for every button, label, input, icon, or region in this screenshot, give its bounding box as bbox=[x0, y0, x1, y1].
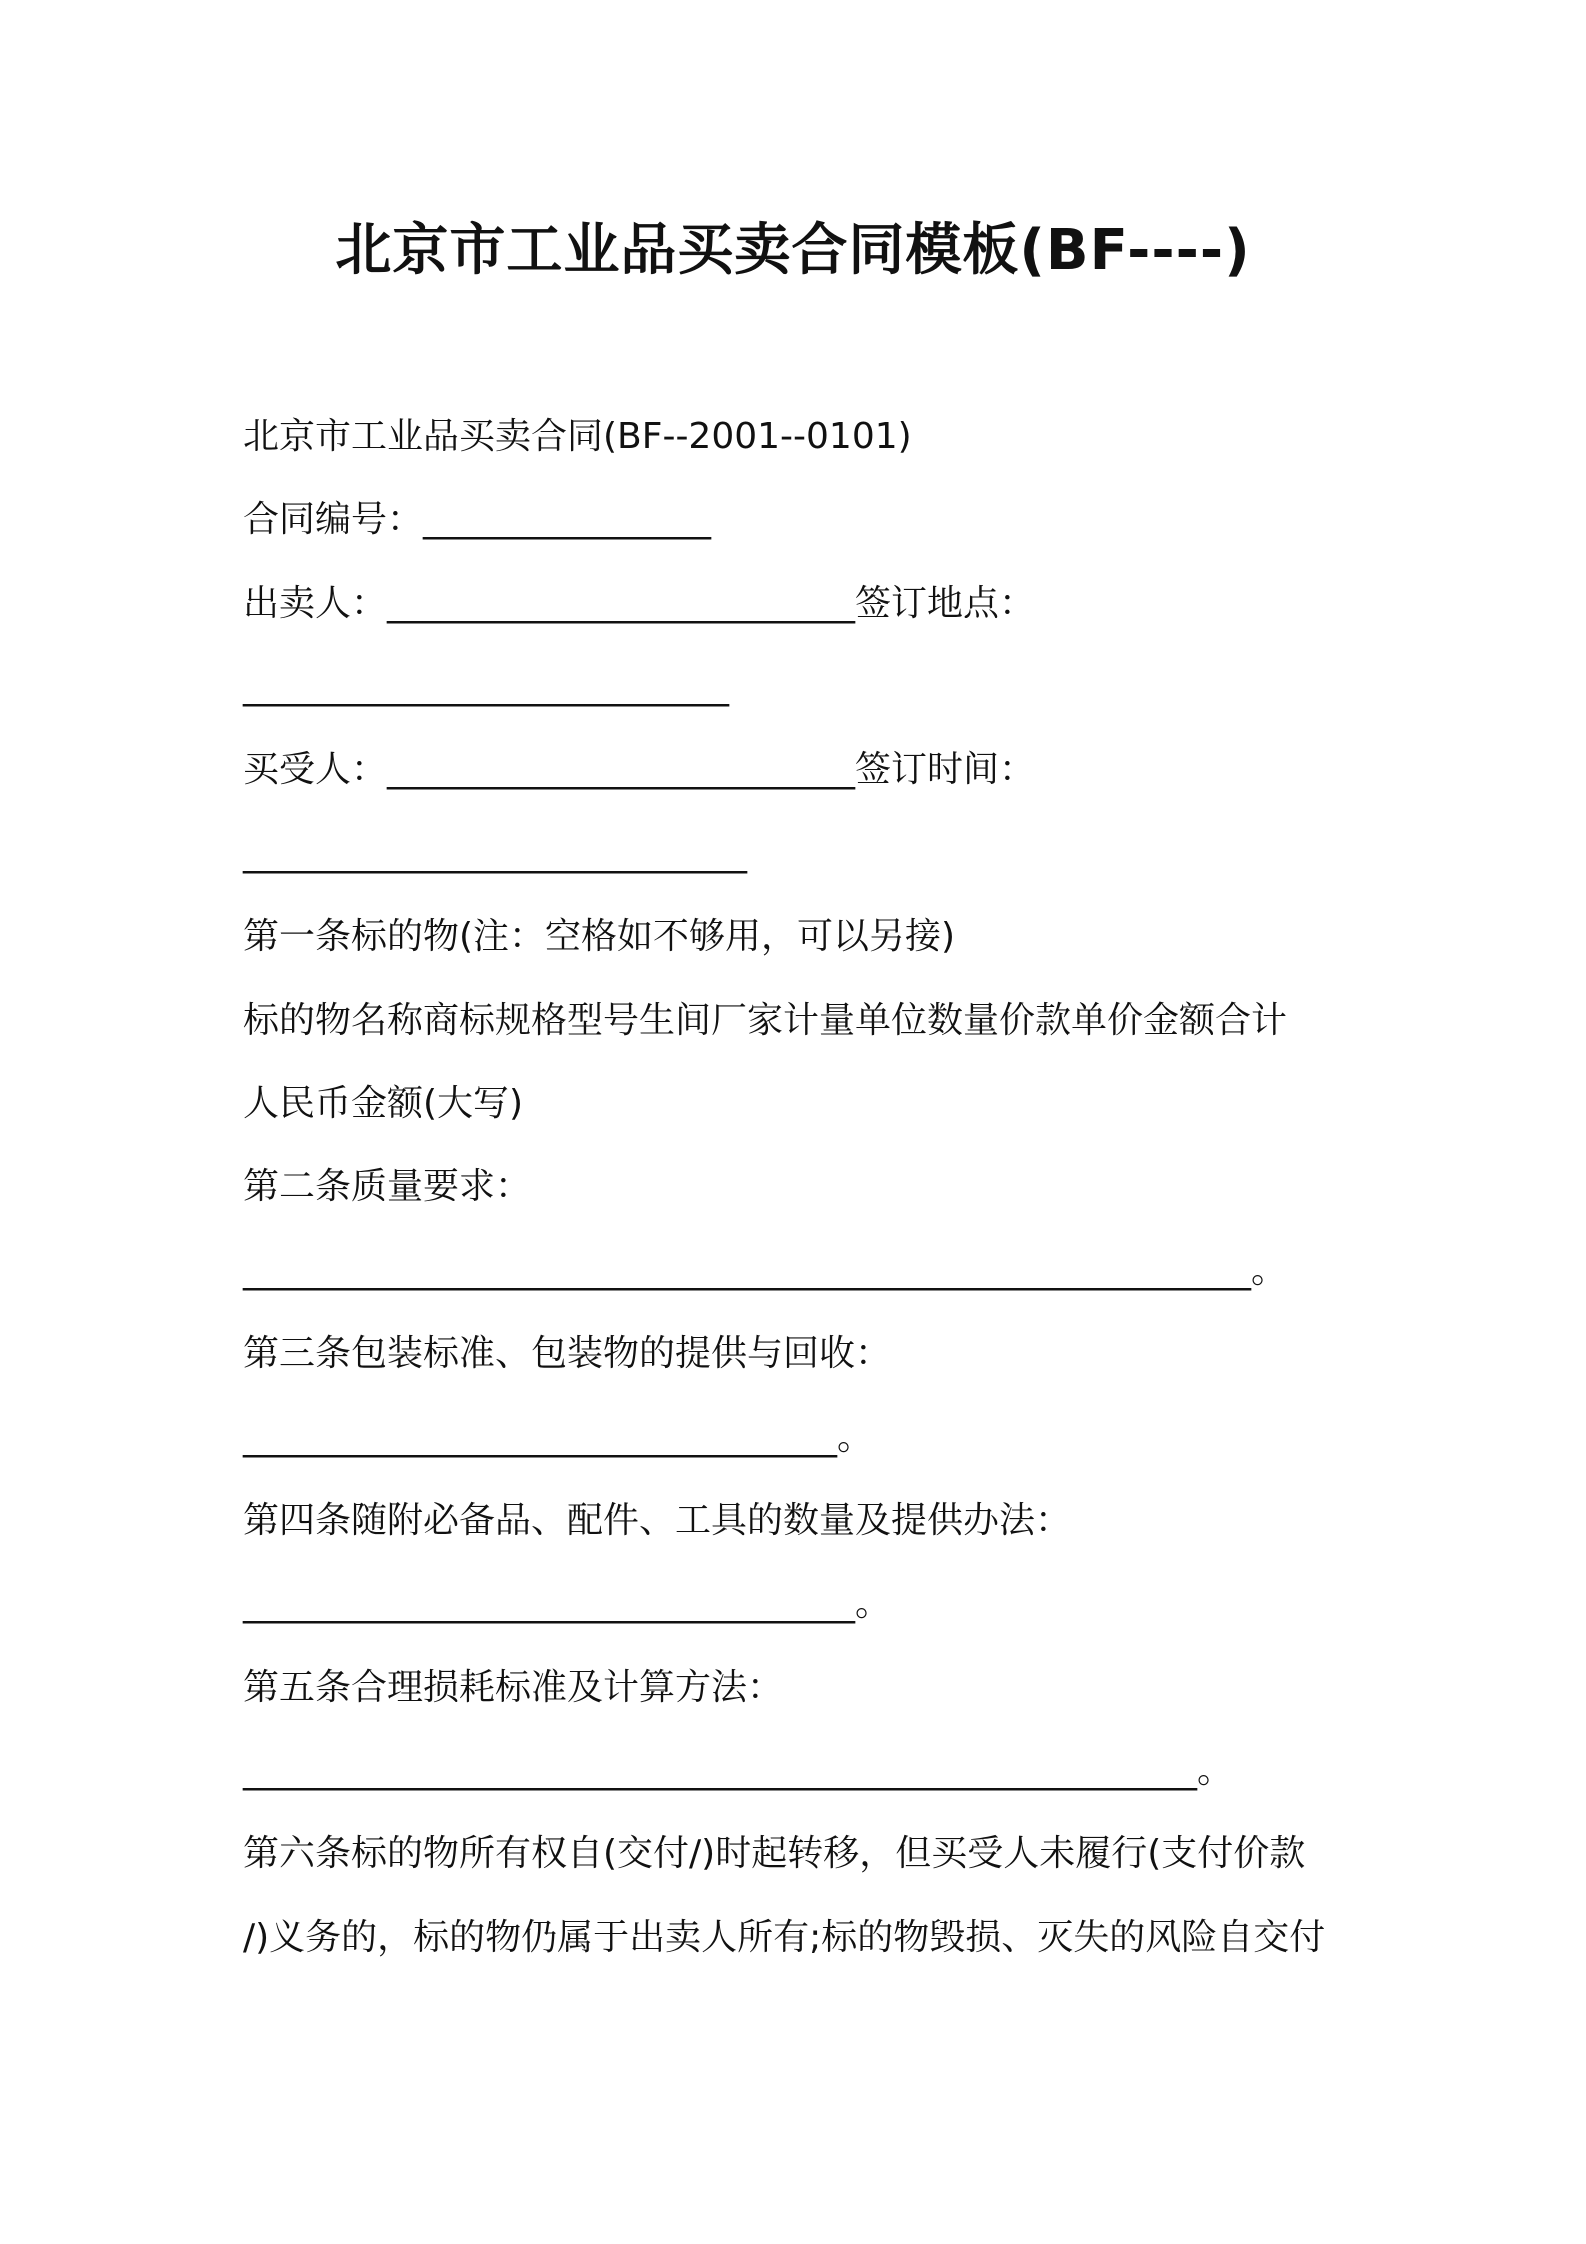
document-title: 北京市工业品买卖合同模板(BF----) bbox=[335, 218, 1251, 283]
article-3-heading: 第三条包装标准、包装物的提供与回收： bbox=[243, 1333, 892, 1374]
article-2-heading: 第二条质量要求： bbox=[243, 1166, 532, 1207]
article-5-blank: _____________________________________________________。 bbox=[243, 1750, 1233, 1791]
article-1-columns: 标的物名称商标规格型号生间厂家计量单位数量价款单价金额合计 bbox=[243, 1000, 1288, 1041]
signing-time-blank: ____________________________ bbox=[243, 833, 747, 874]
contract-number-line: 合同编号：________________ bbox=[243, 499, 712, 540]
signing-place-blank: ___________________________ bbox=[243, 666, 729, 707]
article-3-blank: _________________________________。 bbox=[243, 1417, 873, 1458]
article-6-line-1: 第六条标的物所有权自(交付/)时起转移，但买受人未履行(支付价款 bbox=[243, 1833, 1306, 1874]
article-4-heading: 第四条随附必备品、配件、工具的数量及提供办法： bbox=[243, 1500, 1072, 1541]
contract-name-line: 北京市工业品买卖合同(BF--2001--0101) bbox=[243, 416, 912, 457]
article-1-rmb-amount: 人民币金额(大写) bbox=[243, 1083, 524, 1124]
seller-line: 出卖人：__________________________签订地点： bbox=[243, 583, 1036, 624]
article-4-blank: __________________________________。 bbox=[243, 1583, 891, 1624]
article-6-line-2: /)义务的，标的物仍属于出卖人所有;标的物毁损、灭失的风险自交付 bbox=[243, 1917, 1326, 1958]
article-5-heading: 第五条合理损耗标准及计算方法： bbox=[243, 1667, 784, 1708]
article-2-blank: ________________________________________________________。 bbox=[243, 1250, 1287, 1291]
buyer-line: 买受人：__________________________签订时间： bbox=[243, 749, 1036, 790]
article-1-heading: 第一条标的物(注：空格如不够用，可以另接) bbox=[243, 916, 956, 957]
